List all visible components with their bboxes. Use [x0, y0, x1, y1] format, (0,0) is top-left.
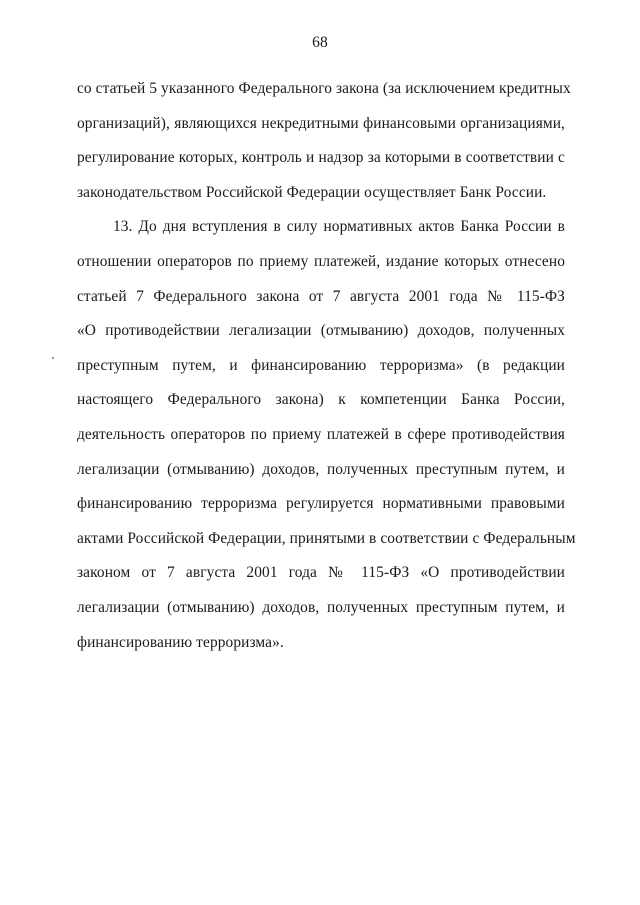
text-line: законодательством Российской Федерации осуществляет Банк России. — [77, 183, 547, 201]
text-line: актами Российской Федерации, принятыми в соответствии с Федеральным — [77, 529, 576, 547]
text-line: финансированию терроризма регулируется нормативными правовыми — [77, 495, 565, 513]
margin-mark — [52, 357, 54, 359]
paragraph-item-13 — [77, 210, 576, 660]
text-line: настоящего Федерального закона) к компетенции Банка России, — [77, 391, 565, 409]
text-line: преступным путем, и финансированию терроризма» (в редакции — [77, 356, 565, 374]
text-line: регулирование которых, контроль и надзор за которыми в соответствии с — [77, 149, 565, 167]
text-line: легализации (отмыванию) доходов, полученных преступным путем, и — [77, 598, 565, 616]
body-text — [77, 72, 576, 660]
text-line: финансированию терроризма». — [77, 633, 284, 651]
text-line: организаций), являющихся некредитными финансовыми организациями, — [77, 114, 565, 132]
paragraph-continuation — [77, 72, 571, 210]
page-number: 68 — [312, 34, 328, 51]
text-line: статьей 7 Федерального закона от 7 августа 2001 года № 115-ФЗ — [77, 287, 565, 305]
text-line: законом от 7 августа 2001 года № 115-ФЗ «О противодействии — [77, 564, 565, 582]
text-line: легализации (отмыванию) доходов, полученных преступным путем, и — [77, 460, 565, 478]
text-line: 13. До дня вступления в силу нормативных актов Банка России в — [113, 218, 565, 236]
text-line: отношении операторов по приему платежей, издание которых отнесено — [77, 252, 565, 270]
text-line: со статьей 5 указанного Федерального закона (за исключением кредитных — [77, 80, 571, 97]
text-line: «О противодействии легализации (отмыванию) доходов, полученных — [77, 322, 565, 340]
text-line: деятельность операторов по приему платежей в сфере противодействия — [77, 425, 565, 443]
